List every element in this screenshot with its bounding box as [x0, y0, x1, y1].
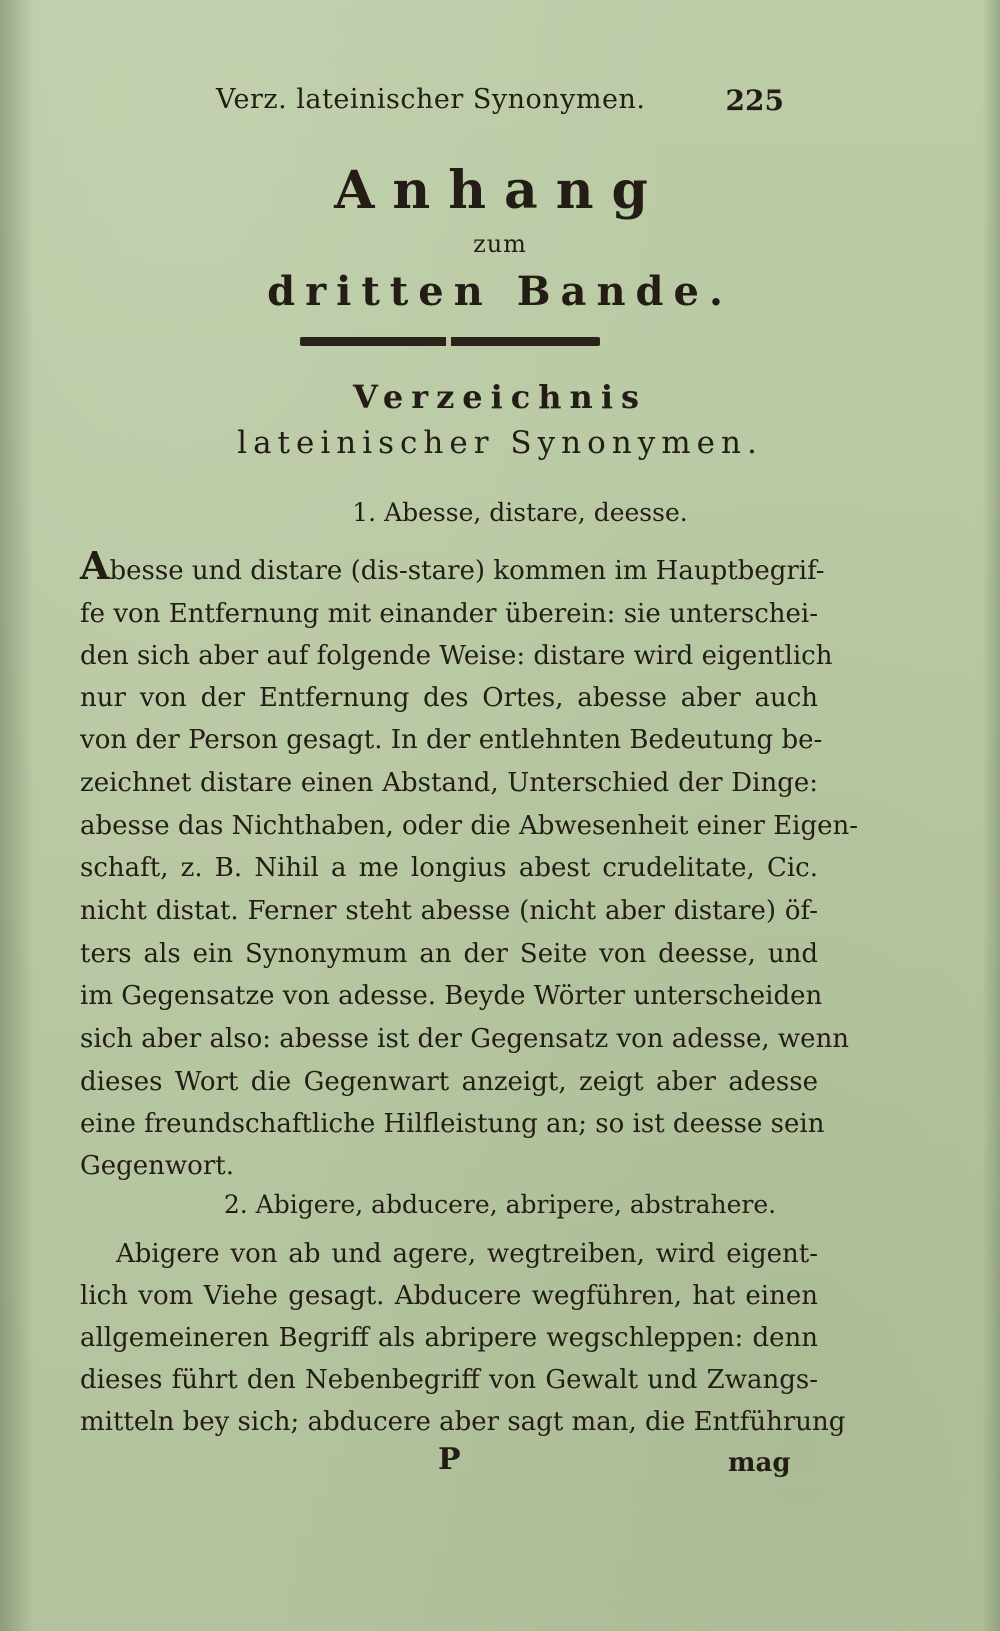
catchword: mag — [728, 1448, 791, 1478]
text-line: ters als ein Synonymum an der Seite von deesse, und — [80, 939, 818, 969]
text-line: im Gegensatze von adesse. Beyde Wörter unterscheiden — [80, 981, 823, 1011]
ornamental-rule — [300, 337, 600, 346]
running-title: Verz. lateinischer Synonymen. — [216, 84, 646, 115]
text-line: mitteln bey sich; abducere aber sagt man, die Entführung — [80, 1407, 846, 1437]
title-dritten-bande: dritten Bande. — [267, 268, 733, 315]
text-line: Gegenwort. — [80, 1151, 234, 1181]
section-heading-1: 1. Abesse, distare, deesse. — [352, 498, 688, 527]
text-line: eine freundschaftliche Hilfleistung an; so ist deesse sein — [80, 1109, 825, 1139]
text-line: nur von der Entfernung des Ortes, abesse aber auch — [80, 683, 818, 713]
text-line — [80, 543, 825, 589]
text-line: dieses Wort die Gegenwart anzeigt, zeigt aber adesse — [80, 1067, 818, 1097]
title-verzeichnis: Verzeichnis — [353, 378, 647, 416]
text-line: den sich aber auf folgende Weise: distare wird eigentlich — [80, 641, 833, 671]
title-zum: zum — [473, 230, 527, 258]
page-number: 225 — [725, 84, 784, 117]
signature-mark: P — [438, 1442, 461, 1477]
text-line: sich aber also: abesse ist der Gegensatz von adesse, wenn — [80, 1024, 850, 1054]
line-text: besse und distare (dis-stare) kommen im Hauptbegrif- — [109, 556, 825, 586]
text-line: zeichnet distare einen Abstand, Unterschied der Dinge: — [80, 768, 818, 798]
running-head — [216, 84, 784, 124]
text-line: von der Person gesagt. In der entlehnten Bedeutung be- — [80, 725, 823, 755]
text-line: lich vom Viehe gesagt. Abducere wegführen, hat einen — [80, 1281, 818, 1311]
text-line: dieses führt den Nebenbegriff von Gewalt und Zwangs- — [80, 1365, 818, 1395]
text-line: fe von Entfernung mit einander überein: sie unterschei- — [80, 599, 818, 629]
text-line: allgemeineren Begriff als abripere wegschleppen: denn — [80, 1323, 818, 1353]
drop-initial: A — [80, 543, 110, 588]
text-line: Abigere von ab und agere, wegtreiben, wird eigent- — [116, 1239, 818, 1269]
text-line: nicht distat. Ferner steht abesse (nicht aber distare) öf- — [80, 896, 818, 926]
section-heading-2: 2. Abigere, abducere, abripere, abstrahere. — [223, 1190, 777, 1219]
text-line: schaft, z. B. Nihil a me longius abest crudelitate, Cic. — [80, 853, 818, 883]
title-lateinischer-synonymen: lateinischer Synonymen. — [237, 425, 763, 461]
title-anhang: Anhang — [334, 160, 666, 221]
text-line: abesse das Nichthaben, oder die Abwesenheit einer Eigen- — [80, 811, 859, 841]
